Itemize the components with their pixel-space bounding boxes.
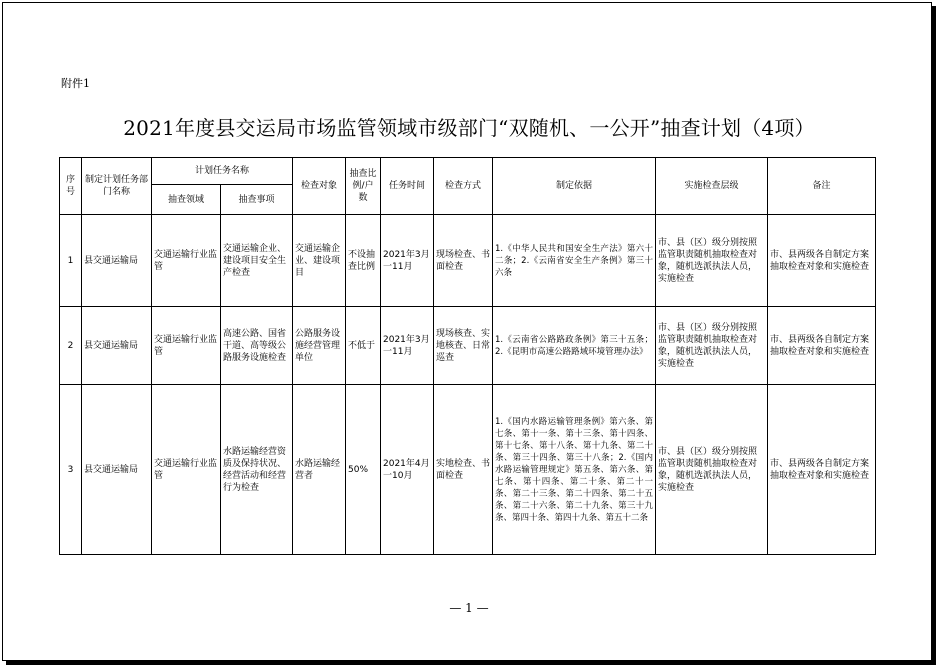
page-number: — 1 —: [449, 601, 489, 615]
header-level: 实施检查层级: [656, 158, 768, 215]
table-row: [60, 307, 876, 385]
cell-item: 水路运输经营资质及保持状况、经营活动和经营行为检查: [221, 385, 293, 555]
cell-level: 市、县（区）级分别按照监管职责随机抽取检查对象，随机选派执法人员，实施检查: [656, 307, 768, 385]
header-row: [60, 158, 876, 185]
cell-seq: 3: [60, 385, 82, 555]
cell-dept: 县交通运输局: [82, 385, 152, 555]
cell-level: 市、县（区）级分别按照监管职责随机抽取检查对象，随机选派执法人员，实施检查: [656, 385, 768, 555]
document-title: 2021年度县交运局市场监管领域市级部门“双随机、一公开”抽查计划（4项）: [123, 116, 815, 140]
cell-field: 交通运输行业监管: [152, 385, 221, 555]
cell-time: 2021年3月一11月: [381, 215, 434, 307]
header-basis: 制定依据: [493, 158, 656, 215]
cell-ratio: 50%: [346, 385, 381, 555]
cell-method: 实地检查、书面检查: [434, 385, 493, 555]
cell-seq: 1: [60, 215, 82, 307]
cell-note: 市、县两级各自制定方案抽取检查对象和实施检查: [768, 215, 876, 307]
attachment-label: 附件1: [61, 77, 90, 90]
cell-item: 高速公路、国省干道、高等级公路服务设施检查: [221, 307, 293, 385]
cell-time: 2021年3月一11月: [381, 307, 434, 385]
cell-dept: 县交通运输局: [82, 307, 152, 385]
header-field: 抽查领域: [152, 185, 221, 215]
cell-seq: 2: [60, 307, 82, 385]
table-row: [60, 215, 876, 307]
cell-note: 市、县两级各自制定方案抽取检查对象和实施检查: [768, 385, 876, 555]
cell-target: 水路运输经营者: [293, 385, 346, 555]
plan-table: [59, 157, 876, 555]
cell-note: 市、县两级各自制定方案抽取检查对象和实施检查: [768, 307, 876, 385]
header-item: 抽查事项: [221, 185, 293, 215]
header-method: 检查方式: [434, 158, 493, 215]
cell-method: 现场检查、书面检查: [434, 215, 493, 307]
cell-basis: 1.《国内水路运输管理条例》第六条、第七条、第十一条、第十三条、第十四条、第十七条、第十八条、第十九条、第二十条、第三十四条、第三十八条；2.《国内水路运输管理规定》第五条、第六条、第七条、第十四条、第二十条、第二十一条、第二十三条、第二十四条、第二十五条、第二十六条、第二十九条、第三十九条、第四十条、第四十九条、第五十二条: [493, 385, 656, 555]
cell-field: 交通运输行业监管: [152, 307, 221, 385]
header-seq: 序号: [60, 158, 82, 215]
cell-basis: 1.《中华人民共和国安全生产法》第六十二条；2.《云南省安全生产条例》第三十六条: [493, 215, 656, 307]
cell-item: 交通运输企业、建设项目安全生产检查: [221, 215, 293, 307]
cell-target: 公路服务设施经营管理单位: [293, 307, 346, 385]
table-row: [60, 385, 876, 555]
cell-level: 市、县（区）级分别按照监管职责随机抽取检查对象，随机选派执法人员，实施检查: [656, 215, 768, 307]
header-time: 任务时间: [381, 158, 434, 215]
header-dept: 制定计划任务部门名称: [82, 158, 152, 215]
cell-time: 2021年4月一10月: [381, 385, 434, 555]
cell-field: 交通运输行业监管: [152, 215, 221, 307]
cell-target: 交通运输企业、建设项目: [293, 215, 346, 307]
cell-method: 现场核查、实地核查、日常巡查: [434, 307, 493, 385]
header-note: 备注: [768, 158, 876, 215]
header-ratio: 抽查比例/户数: [346, 158, 381, 215]
header-task-group: 计划任务名称: [152, 158, 293, 185]
cell-dept: 县交通运输局: [82, 215, 152, 307]
header-target: 检查对象: [293, 158, 346, 215]
cell-basis: 1.《云南省公路路政条例》第三十五条；2.《昆明市高速公路路域环境管理办法》: [493, 307, 656, 385]
cell-ratio: 不设抽查比例: [346, 215, 381, 307]
cell-ratio: 不低于: [346, 307, 381, 385]
